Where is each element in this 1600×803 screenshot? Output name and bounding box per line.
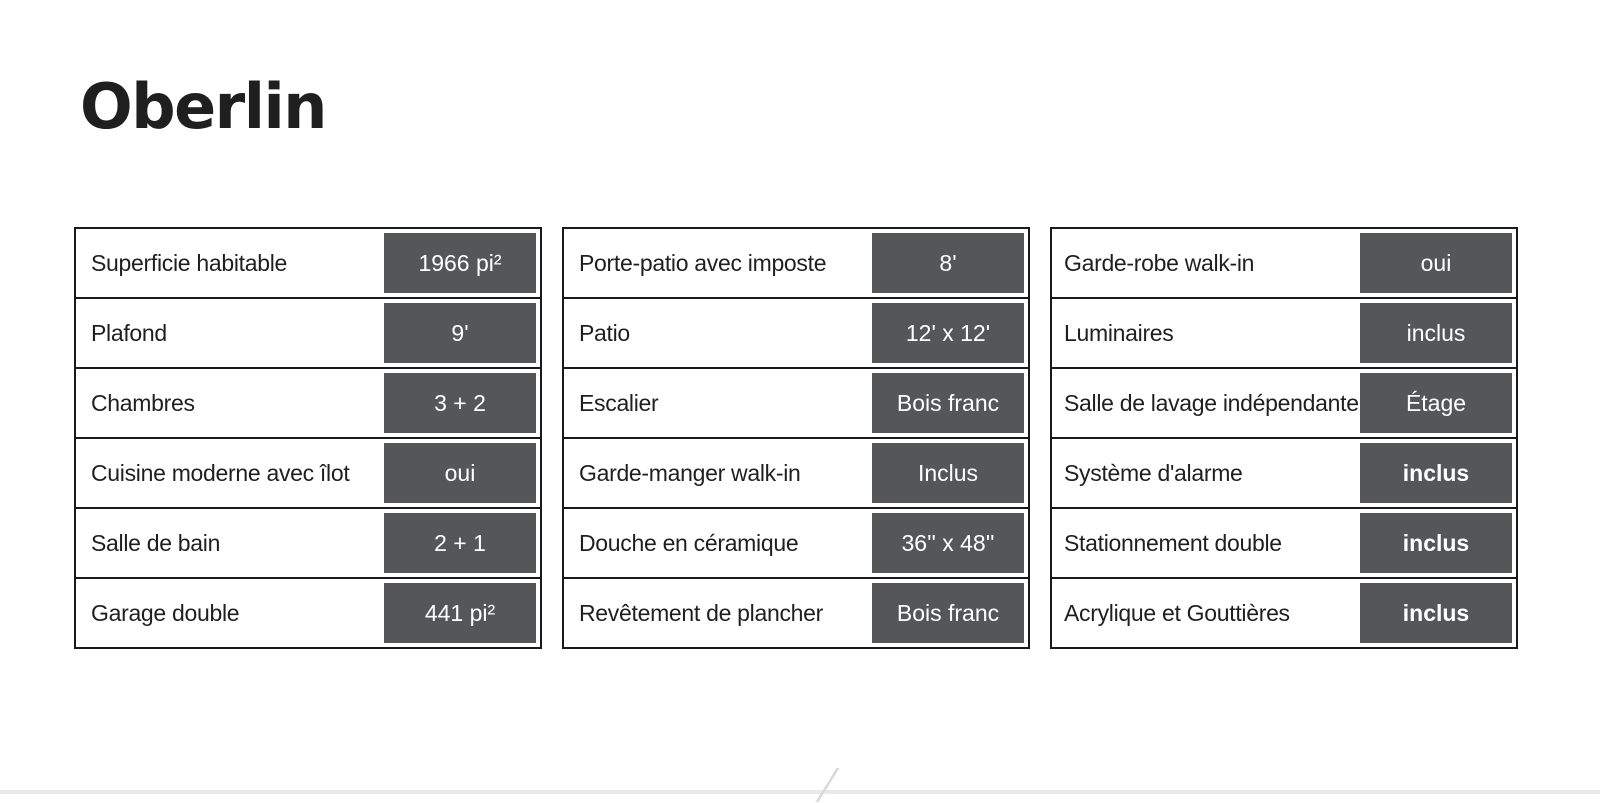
spec-value: 36'' x 48'' (872, 513, 1024, 573)
spec-table-1 (74, 227, 542, 649)
spec-label: Stationnement double (1064, 529, 1282, 556)
table-row (76, 299, 540, 369)
footer-divider (0, 790, 1600, 794)
table-row (1052, 229, 1516, 299)
table-row (1052, 299, 1516, 369)
spec-label: Salle de bain (91, 529, 221, 556)
spec-label: Garde-manger walk-in (579, 459, 801, 486)
table-row (564, 579, 1028, 647)
spec-value: inclus (1360, 443, 1512, 503)
table-row (564, 299, 1028, 369)
spec-label: Salle de lavage indépendante (1064, 389, 1359, 416)
spec-value: 441 pi² (384, 583, 536, 643)
spec-value: 1966 pi² (384, 233, 536, 293)
table-row (76, 439, 540, 509)
table-row (76, 369, 540, 439)
spec-value: 3 + 2 (384, 373, 536, 433)
spec-label: Porte-patio avec imposte (579, 249, 827, 276)
spec-value: oui (1360, 233, 1512, 293)
table-row (1052, 509, 1516, 579)
footer-slash-decoration (815, 768, 839, 802)
spec-label: Cuisine moderne avec îlot (91, 459, 350, 486)
spec-value: 8' (872, 233, 1024, 293)
table-row (76, 229, 540, 299)
table-row (564, 509, 1028, 579)
spec-value: 9' (384, 303, 536, 363)
spec-label: Luminaires (1064, 319, 1174, 346)
spec-label: Revêtement de plancher (579, 599, 823, 626)
table-row (76, 509, 540, 579)
spec-value: inclus (1360, 303, 1512, 363)
spec-value: Étage (1360, 373, 1512, 433)
table-row (1052, 439, 1516, 509)
spec-label: Patio (579, 319, 630, 346)
spec-label: Système d'alarme (1064, 459, 1243, 486)
table-row (564, 439, 1028, 509)
spec-label: Superficie habitable (91, 249, 288, 276)
table-row (1052, 579, 1516, 647)
spec-table-3 (1050, 227, 1518, 649)
spec-value: inclus (1360, 513, 1512, 573)
table-row (76, 579, 540, 647)
spec-label: Plafond (91, 319, 167, 346)
spec-value: 2 + 1 (384, 513, 536, 573)
spec-value: inclus (1360, 583, 1512, 643)
spec-label: Douche en céramique (579, 529, 799, 556)
spec-value: oui (384, 443, 536, 503)
table-row (564, 369, 1028, 439)
spec-label: Acrylique et Gouttières (1064, 599, 1290, 626)
spec-value: Bois franc (872, 583, 1024, 643)
spec-value: 12' x 12' (872, 303, 1024, 363)
spec-label: Garde-robe walk-in (1064, 249, 1255, 276)
spec-label: Garage double (91, 599, 240, 626)
spec-label: Escalier (579, 389, 659, 416)
page-title: Oberlin (80, 70, 326, 143)
spec-table-2 (562, 227, 1030, 649)
spec-value: Bois franc (872, 373, 1024, 433)
table-row (1052, 369, 1516, 439)
spec-value: Inclus (872, 443, 1024, 503)
spec-label: Chambres (91, 389, 195, 416)
table-row (564, 229, 1028, 299)
